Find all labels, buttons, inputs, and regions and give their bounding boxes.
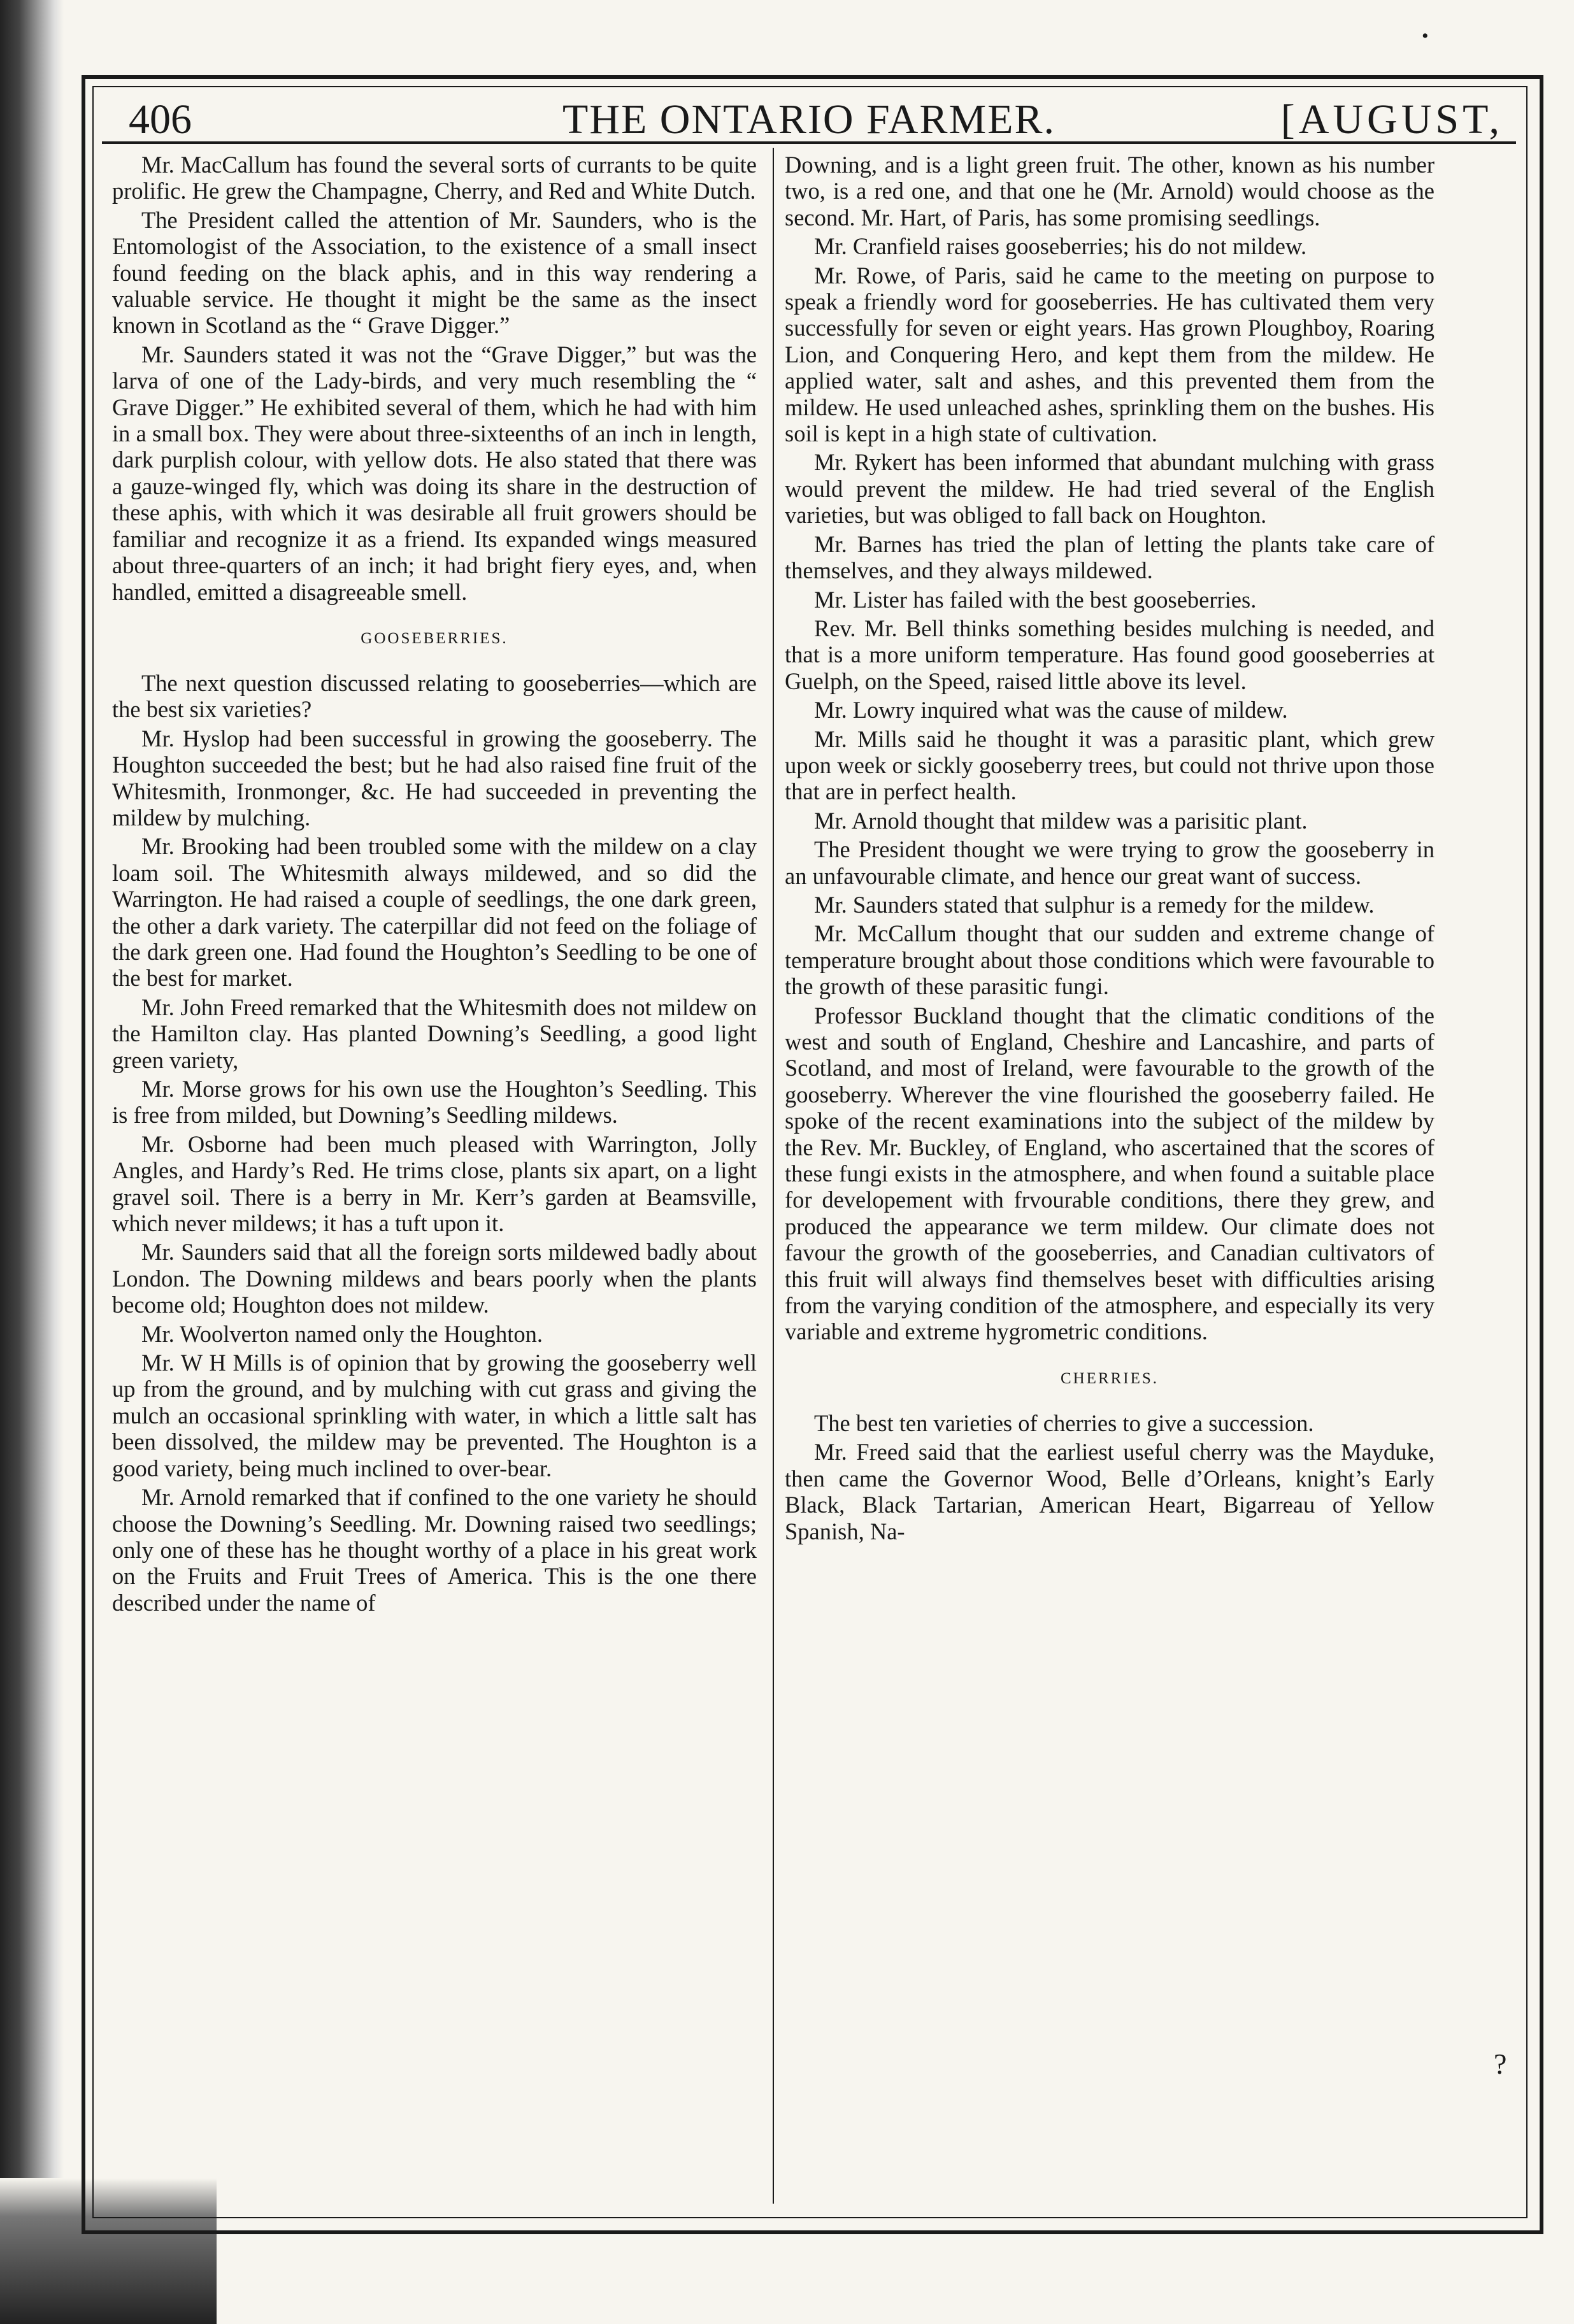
paragraph: Mr. Arnold remarked that if confined to the one variety he should choose the Downing’s Seedling. Mr. Downing raised two seedlings; only one of these has he thought worthy of a place in his great work on the Fruits and Fruit Trees of America. This is the one there described under the name of — [112, 1484, 757, 1616]
page-number: 406 — [129, 96, 192, 143]
paragraph: Mr. Osborne had been much pleased with Warrington, Jolly Angles, and Hardy’s Red. He trims close, plants six apart, on a light gravel soil. There is a berry in Mr. Kerr’s garden at Beamsville, which never mildews; it has a tuft upon it. — [112, 1130, 757, 1237]
paragraph: Mr. Rykert has been informed that abundant mulching with grass would prevent the mildew. He had tried several of the English varieties, but was obliged to fall back on Houghton. — [785, 449, 1434, 529]
paragraph: Mr. Cranfield raises gooseberries; his do not mildew. — [814, 233, 1307, 260]
paragraph-continued: Downing, and is a light green fruit. The other, known as his number two, is a red one, and that one he (Mr. Arnold) would choose as the second. Mr. Hart, of Paris, has some promising seedlings. — [785, 152, 1434, 231]
paragraph: Mr. Arnold thought that mildew was a parisitic plant. — [814, 807, 1308, 834]
paragraph: The President called the attention of Mr. Saunders, who is the Entomologist of the Association, to the existence of a small insect found feeding on the black aphis, and in this way rendering a valuable service. He thought it might be the same as the insect known in Scotland as the “ Grave Digger.” — [112, 206, 757, 339]
paragraph: Mr. Saunders stated it was not the “Grave Digger,” but was the larva of one of the Lady-birds, and very much resembling the “ Grave Digger.” He exhibited several of them, which he had with him in a small box. They were about three-sixteenths of an inch in length, dark purplish colour, with yellow dots. He also stated that there was a gauze-winged fly, which was doing its share in the destruction of these aphis, with which it was desirable all fruit growers should be familiar and recognize it as a friend. Its expanded wings measured about three-quarters of an inch; it had bright fiery eyes, and, when handled, emitted a disagreeable smell. — [112, 341, 757, 605]
paragraph: Mr. Hyslop had been successful in growing the gooseberry. The Houghton succeeded the best; but he had also raised fine fruit of the Whitesmith, Ironmonger, &c. He had succeeded in preventing the mildew by mulching. — [112, 725, 757, 831]
paragraph: Mr. Lister has failed with the best gooseberries. — [814, 586, 1257, 613]
paragraph: Mr. McCallum thought that our sudden and extreme change of temperature brought about those conditions which were favourable to the growth of these parasitic fungi. — [785, 920, 1434, 1000]
paragraph: Mr. Brooking had been troubled some with the mildew on a clay loam soil. The Whitesmith always mildewed, and so did the Warrington. He had raised a couple of seedlings, the one dark green, the other a dark variety. The caterpillar did not feed on the foliage of the dark green one. Had found the Houghton’s Seedling to be one of the best for market. — [112, 833, 757, 992]
left-column — [112, 152, 757, 2202]
section-heading-gooseberries: GOOSEBERRIES. — [361, 629, 508, 647]
paragraph: The next question discussed relating to gooseberries—which are the best six varieties? — [112, 669, 757, 723]
section-heading-cherries: CHERRIES. — [1060, 1369, 1159, 1387]
scan-speck: • — [1422, 25, 1429, 46]
paragraph: Mr. Saunders said that all the foreign sorts mildewed badly about London. The Downing mildews and bears poorly when the plants become old; Houghton does not mildew. — [112, 1239, 757, 1318]
paragraph: Mr. Rowe, of Paris, said he came to the meeting on purpose to speak a friendly word for gooseberries. He has cultivated them very successfully for seven or eight years. Has grown Ploughboy, Roaring Lion, and Conquering Hero, and kept them from the mildew. He applied water, salt and ashes, and this prevented them from the mildew. He used unleached ashes, sprinkling them on the bushes. His soil is kept in a high state of cultivation. — [785, 262, 1434, 447]
right-column — [785, 152, 1434, 2202]
paragraph: Mr. MacCallum has found the several sorts of currants to be quite prolific. He grew the Champagne, Cherry, and Red and White Dutch. — [112, 152, 757, 204]
paragraph: Mr. John Freed remarked that the Whitesmith does not mildew on the Hamilton clay. Has planted Downing’s Seedling, a good light green variety, — [112, 994, 757, 1073]
paragraph: Mr. W H Mills is of opinion that by growing the gooseberry well up from the ground, and by mulching with cut grass and giving the mulch an occasional sprinkling with water, in which a little salt has been dissolved, the mildew may be prevented. The Houghton is a good variety, being much inclined to over-bear. — [112, 1350, 757, 1481]
paragraph: Mr. Freed said that the earliest useful cherry was the Mayduke, then came the Governor Wood, Belle d’Orleans, knight’s Early Black, Black Tartarian, American Heart, Bigarreau of Yellow Spanish, Na- — [785, 1439, 1434, 1544]
paragraph: Mr. Lowry inquired what was the cause of mildew. — [814, 697, 1288, 724]
journal-title: THE ONTARIO FARMER. — [562, 96, 1055, 143]
paragraph: Mr. Saunders stated that sulphur is a remedy for the mildew. — [814, 891, 1375, 918]
paragraph: Mr. Barnes has tried the plan of letting the plants take care of themselves, and they always mildewed. — [785, 531, 1434, 584]
paragraph: Professor Buckland thought that the climatic conditions of the west and south of England, Cheshire and Lancashire, and parts of Scotland, and most of Ireland, were favourable to the growth of the gooseberry. Wherever the vine flourished the gooseberry failed. He spoke of the recent examinations into the subject of the mildew by the Rev. Mr. Buckley, of England, who ascertained that the scores of these fungi exists in the atmosphere, and when found a suitable place for developement with frvourable conditions, there they grew, and produced the appearance we term mildew. Our climate does not favour the growth of the gooseberries, and Canadian cultivators of this fruit will always find themselves beset with difficulties arising from the varying condition of the atmosphere, and especially its very variable and extreme hygrometric conditions. — [785, 1002, 1434, 1345]
paragraph: The President thought we were trying to grow the gooseberry in an unfavourable climate, and hence our great want of success. — [785, 836, 1434, 889]
paragraph: Mr. Mills said he thought it was a parasitic plant, which grew upon week or sickly gooseberry trees, but could not thrive upon those that are in perfect health. — [785, 725, 1434, 805]
paragraph: Mr. Woolverton named only the Houghton. — [141, 1320, 543, 1347]
column-divider — [773, 148, 774, 2204]
header-rule — [102, 141, 1516, 144]
paragraph: Rev. Mr. Bell thinks something besides mulching is needed, and that is a more uniform temperature. Has found good gooseberries at Guelph, on the Speed, raised little above its level. — [785, 615, 1434, 694]
book-binding-shadow — [0, 0, 64, 2324]
margin-mark: ? — [1494, 2048, 1507, 2080]
paragraph: Mr. Morse grows for his own use the Houghton’s Seedling. This is free from milded, but Downing’s Seedling mildews. — [112, 1076, 757, 1129]
paragraph: The best ten varieties of cherries to give a succession. — [814, 1409, 1314, 1436]
issue-month: [AUGUST, — [1280, 96, 1503, 143]
page-header — [102, 89, 1516, 150]
